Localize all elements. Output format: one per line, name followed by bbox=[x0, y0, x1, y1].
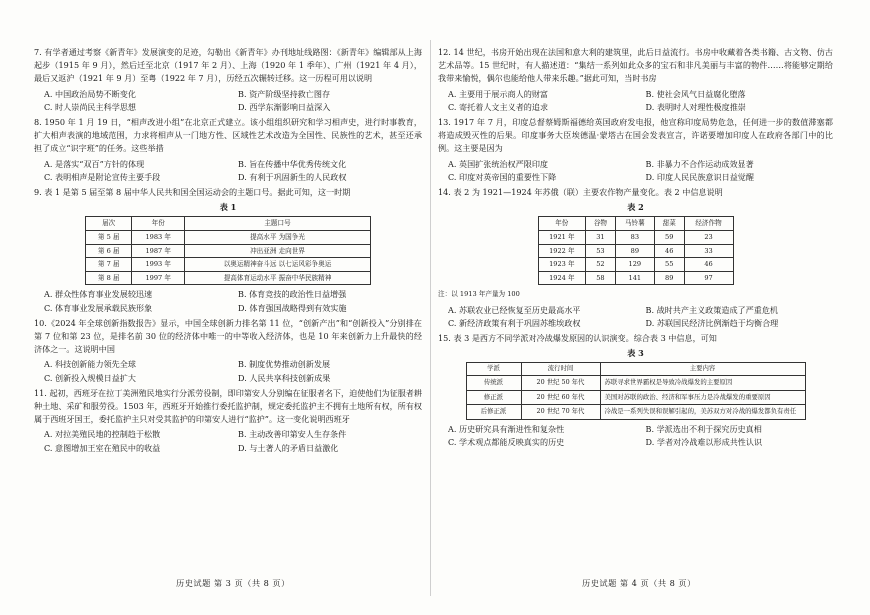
option-b[interactable]: B. 主动改善印第安人生存条件 bbox=[238, 429, 347, 440]
option-b[interactable]: B. 体育竞技的政治性日益增强 bbox=[238, 289, 347, 300]
table-cell: 141 bbox=[615, 271, 654, 285]
question-9-options bbox=[44, 288, 422, 314]
option-a[interactable]: A. 科技创新能力领先全球 bbox=[44, 359, 136, 370]
table-cell: 1993 年 bbox=[132, 258, 185, 272]
table-cell: 59 bbox=[654, 231, 684, 245]
option-b[interactable]: B. 旨在传播中华优秀传统文化 bbox=[238, 158, 347, 169]
table-cell: 冷战是一系列失误和误解引起的，美苏双方对冷战的爆发都负有责任 bbox=[600, 405, 805, 420]
option-d[interactable]: D. 人民共享科技创新成果 bbox=[238, 372, 331, 383]
table-3 bbox=[466, 362, 806, 419]
table-cell: 提高体育运动水平 振奋中华民族精神 bbox=[185, 271, 371, 285]
table-3-title: 表 3 bbox=[627, 348, 644, 359]
table-cell: 1983 年 bbox=[132, 231, 185, 245]
table-cell: 1922 年 bbox=[538, 244, 586, 258]
option-d[interactable]: D. 表明时人对理性极度推崇 bbox=[645, 101, 746, 112]
question-8-options bbox=[44, 158, 422, 184]
option-c[interactable]: C. 表明相声是附论宣传主要手段 bbox=[44, 171, 161, 182]
option-d[interactable]: D. 有利于巩固新生的人民政权 bbox=[238, 171, 347, 182]
question-12-stem: 12. 14 世纪，书房开始出现在法国和意大利的建筑里，此后日益流行。书房中收藏着各类书籍、古文物、仿古艺术品等。15 世纪时，有人描述道：“集结一系列如此众多的宝石和非凡美丽与丰富的物件……将能够定期给我带来愉悦，偶尔也能给他人带来乐趣。”据此可知，当时书房 bbox=[438, 47, 833, 84]
option-d[interactable]: D. 苏联国民经济比例渐趋于均衡合理 bbox=[645, 317, 779, 328]
table-row bbox=[538, 271, 733, 285]
page-footer-right: 历史试题 第 4 页（共 8 页） bbox=[582, 578, 696, 588]
option-d[interactable]: D. 体育强国战略得到有效实施 bbox=[238, 302, 347, 313]
table-header-row bbox=[86, 217, 371, 231]
question-10-options bbox=[44, 358, 422, 384]
table-cell: 46 bbox=[684, 258, 733, 272]
option-b[interactable]: B. 战时共产主义政策造成了严重危机 bbox=[645, 304, 779, 315]
option-b[interactable]: B. 制度优势推动创新发展 bbox=[238, 359, 331, 370]
table-2-title: 表 2 bbox=[627, 202, 644, 213]
table-cell: 129 bbox=[615, 258, 654, 272]
table-cell: 1997 年 bbox=[132, 271, 185, 285]
table-cell: 第 5 届 bbox=[86, 231, 132, 245]
option-c[interactable]: C. 体育事业发展承载民族形象 bbox=[44, 302, 153, 313]
table-row bbox=[86, 258, 371, 272]
option-c[interactable]: C. 新经济政策有利于巩固苏维埃政权 bbox=[448, 317, 581, 328]
table-cell: 1921 年 bbox=[538, 231, 586, 245]
table-header-row bbox=[466, 363, 805, 376]
table-cell: 1923 年 bbox=[538, 258, 586, 272]
option-b[interactable]: B. 非暴力不合作运动成效显著 bbox=[645, 158, 754, 169]
question-8-stem: 8. 1950 年 1 月 19 日，“相声改进小组”在北京正式建立。该小组组织研究和学习相声史，进行时事教育，扩大相声表演的地域范围，力求将相声从一门地方性、区域性艺术改造为全国性、民族性的艺术，甚至还承担了成立“识字班”的任务。这些举措 bbox=[34, 117, 422, 154]
page-divider bbox=[430, 40, 431, 596]
question-15-options bbox=[448, 423, 833, 449]
table-header-cell: 主要内容 bbox=[600, 363, 805, 376]
option-a[interactable]: A. 是落实“双百”方针的体现 bbox=[44, 158, 145, 169]
table-cell: 第 8 届 bbox=[86, 271, 132, 285]
table-row bbox=[466, 405, 805, 420]
question-9-stem: 9. 表 1 是第 5 届至第 8 届中华人民共和国全国运动会的主题口号。据此可知，这一时期 bbox=[34, 187, 351, 198]
table-row bbox=[538, 244, 733, 258]
table-cell: 后修正派 bbox=[466, 405, 521, 420]
table-header-cell: 经济作物 bbox=[684, 217, 733, 231]
option-a[interactable]: A. 群众性体育事业发展较迅速 bbox=[44, 289, 153, 300]
table-cell: 20 世纪 50 年代 bbox=[521, 376, 600, 391]
table-cell: 苏联寻求世界霸权是导致冷战爆发的主要原因 bbox=[600, 376, 805, 391]
table-header-cell: 主题口号 bbox=[185, 217, 371, 231]
question-13-stem: 13. 1917 年 7 月，印度总督蔡姆斯福德给英国政府发电报，他宣称印度局势危急，任何进一步的数值滞塞都将造成毁灭性的后果。印度事务大臣埃德温·蒙塔古在国会发表宣言，许诺要增加印度人在政府各部门中的比例。这主要是因为 bbox=[438, 117, 833, 154]
table-cell: 53 bbox=[586, 244, 616, 258]
table-cell: 传统派 bbox=[466, 376, 521, 391]
table-header-cell: 年份 bbox=[538, 217, 586, 231]
question-14-stem: 14. 表 2 为 1921—1924 年苏俄（联）主要农作物产量变化。表 2 中信息说明 bbox=[438, 187, 723, 198]
table-cell: 89 bbox=[615, 244, 654, 258]
table-cell: 第 7 届 bbox=[86, 258, 132, 272]
table-cell: 55 bbox=[654, 258, 684, 272]
table-cell: 冲出亚洲 走向世界 bbox=[185, 244, 371, 258]
page-footer-left: 历史试题 第 3 页（共 8 页） bbox=[176, 578, 290, 588]
option-b[interactable]: B. 资产阶级坚持救亡图存 bbox=[238, 88, 331, 99]
option-c[interactable]: C. 创新投入规模日益扩大 bbox=[44, 372, 136, 383]
table-cell: 97 bbox=[684, 271, 733, 285]
table-cell: 89 bbox=[654, 271, 684, 285]
table-header-cell: 届次 bbox=[86, 217, 132, 231]
table-row bbox=[86, 244, 371, 258]
option-a[interactable]: A. 苏联农业已经恢复至历史最高水平 bbox=[448, 304, 581, 315]
table-2-note: 注：以 1913 年产量为 100 bbox=[438, 290, 520, 299]
question-11-options bbox=[44, 428, 422, 454]
option-d[interactable]: D. 学者对冷战难以形成共性认识 bbox=[645, 437, 763, 447]
question-15-stem: 15. 表 3 是西方不同学派对冷战爆发原因的认识演变。综合表 3 中信息，可知 bbox=[438, 333, 717, 344]
option-c[interactable]: C. 意图增加王室在殖民中的收益 bbox=[44, 442, 161, 453]
table-header-cell: 马铃薯 bbox=[615, 217, 654, 231]
option-b[interactable]: B. 使社会风气日益腐化堕落 bbox=[645, 88, 746, 99]
table-cell: 第 6 届 bbox=[86, 244, 132, 258]
question-11-stem: 11. 起初，西班牙在拉丁美洲殖民地实行分派劳役制，即印第安人分别编在征服者名下，迫使他们为征服者耕种土地、采矿和服劳役。1503 年，西班牙开始推行委托监护制，规定委托监护主不拥有土地所有权，所有权属于西班牙国王，委托监护主只对受其监护的印第安人进行“监护”。这一变化说明西班牙 bbox=[34, 387, 422, 425]
left-page bbox=[34, 46, 422, 457]
table-row bbox=[538, 231, 733, 245]
option-a[interactable]: A. 历史研究具有渐进性和复杂性 bbox=[448, 423, 565, 434]
option-c[interactable]: C. 寄托着人文主义者的追求 bbox=[448, 101, 549, 112]
table-header-cell: 年份 bbox=[132, 217, 185, 231]
table-cell: 46 bbox=[654, 244, 684, 258]
option-c[interactable]: C. 时人崇尚民主科学思想 bbox=[44, 101, 136, 112]
question-10-stem: 10.《2024 年全球创新指数报告》显示，中国全球创新力排名第 11 位，“创新产出”和“创新投入”分别排在第 7 位和第 23 位，是排名前 30 位的经济体中唯一的中等收入经济体，也是 10 年来创新力上升最快的经济体之一。这说明中国 bbox=[34, 317, 422, 355]
table-row bbox=[86, 231, 371, 245]
option-d[interactable]: D. 印度人民民族意识日益觉醒 bbox=[645, 171, 754, 182]
table-header-cell: 流行时间 bbox=[521, 363, 600, 376]
option-d[interactable]: D. 西学东渐影响日益深入 bbox=[238, 101, 331, 112]
table-cell: 20 世纪 60 年代 bbox=[521, 390, 600, 405]
table-row bbox=[538, 258, 733, 272]
table-cell: 31 bbox=[586, 231, 616, 245]
table-header-cell: 学派 bbox=[466, 363, 521, 376]
table-row bbox=[86, 271, 371, 285]
table-cell: 1924 年 bbox=[538, 271, 586, 285]
table-cell: 58 bbox=[586, 271, 616, 285]
table-header-cell: 谷物 bbox=[586, 217, 616, 231]
option-d[interactable]: D. 与土著人的矛盾日益激化 bbox=[238, 442, 339, 453]
question-14-options bbox=[448, 304, 833, 330]
table-1 bbox=[85, 216, 371, 285]
option-c[interactable]: C. 学术观点都能反映真实的历史 bbox=[448, 437, 565, 447]
option-a[interactable]: A. 英国扩张统治权严限印度 bbox=[448, 158, 549, 169]
option-c[interactable]: C. 印度对英帝国的重要性下降 bbox=[448, 171, 557, 182]
table-cell: 23 bbox=[684, 231, 733, 245]
table-header-cell: 甜菜 bbox=[654, 217, 684, 231]
table-row bbox=[466, 376, 805, 391]
table-cell: 1987 年 bbox=[132, 244, 185, 258]
table-2 bbox=[538, 216, 734, 285]
table-cell: 以奥运精神奋斗远 以七运风彩争奥运 bbox=[185, 258, 371, 272]
table-1-title: 表 1 bbox=[219, 202, 237, 213]
table-cell: 美国对苏联的政治、经济和军事压力是冷战爆发的重要原因 bbox=[600, 390, 805, 405]
table-row bbox=[466, 390, 805, 405]
question-12-options bbox=[448, 88, 833, 114]
question-7-stem: 7. 有学者通过考察《新青年》发展演变的足迹，勾勒出《新青年》办刊地址线路图：《新青年》编辑部从上海起步（1915 年 9 月），然后迁至北京（1917 年 2 月）、上海（1920 年 1 季年）、广州（1921 年 4 月），最后又返沪（1921 年 9 月）至粤（1922 年 7 月），历经五次辗转迁移。这一历程可用以说明 bbox=[34, 47, 422, 84]
option-b[interactable]: B. 学派选出不利于探究历史真相 bbox=[645, 423, 762, 434]
option-a[interactable]: A. 中国政治局势不断变化 bbox=[44, 88, 136, 99]
option-a[interactable]: A. 对拉美殖民地的控制趋于松散 bbox=[44, 429, 161, 440]
question-13-options bbox=[448, 158, 833, 184]
table-cell: 提高水平 为国争光 bbox=[185, 231, 371, 245]
question-7-options bbox=[44, 88, 422, 114]
table-cell: 83 bbox=[615, 231, 654, 245]
option-a[interactable]: A. 主要用于展示商人的财富 bbox=[448, 88, 549, 99]
table-cell: 52 bbox=[586, 258, 616, 272]
right-page bbox=[438, 46, 833, 451]
table-header-row bbox=[538, 217, 733, 231]
table-cell: 33 bbox=[684, 244, 733, 258]
table-cell: 修正派 bbox=[466, 390, 521, 405]
table-cell: 20 世纪 70 年代 bbox=[521, 405, 600, 420]
